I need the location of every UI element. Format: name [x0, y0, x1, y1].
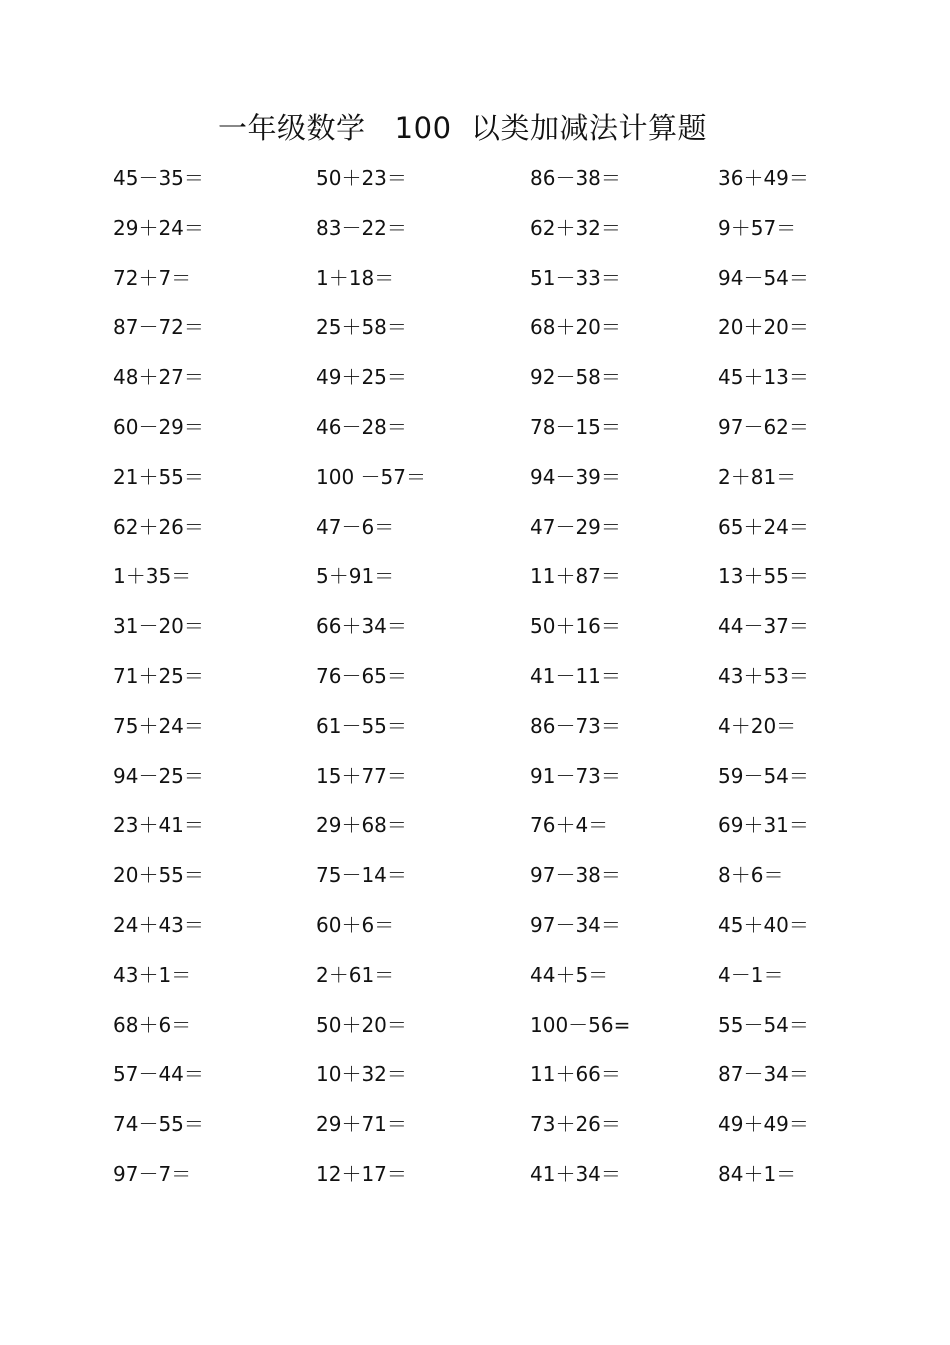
math-problem: 62＋32＝ [530, 215, 621, 240]
math-problem: 50＋16＝ [530, 614, 621, 639]
math-problem: 94－25＝ [113, 763, 204, 788]
math-problem: 2＋81＝ [718, 464, 797, 489]
math-problem: 49＋25＝ [316, 365, 407, 390]
math-problem: 10＋32＝ [316, 1062, 407, 1087]
problem-row [0, 955, 950, 1005]
problem-row [0, 855, 950, 905]
math-problem: 60－29＝ [113, 414, 204, 439]
math-problem: 47－6＝ [316, 514, 395, 539]
math-problem: 65＋24＝ [718, 514, 809, 539]
math-problem: 60＋6＝ [316, 912, 395, 937]
math-problem: 47－29＝ [530, 514, 621, 539]
math-problem: 21＋55＝ [113, 464, 204, 489]
math-problem: 55－54＝ [718, 1012, 809, 1037]
math-problem: 11＋87＝ [530, 564, 621, 589]
math-problem: 49＋49＝ [718, 1112, 809, 1137]
math-problem: 62＋26＝ [113, 514, 204, 539]
math-problem: 41－11＝ [530, 663, 621, 688]
problem-row [0, 1154, 950, 1204]
math-problem: 78－15＝ [530, 414, 621, 439]
math-problem: 20＋20＝ [718, 315, 809, 340]
problem-row [0, 706, 950, 756]
math-problem: 71＋25＝ [113, 663, 204, 688]
problem-row [0, 307, 950, 357]
problem-row [0, 1054, 950, 1104]
math-problem: 1＋35＝ [113, 564, 192, 589]
math-problem: 41＋34＝ [530, 1161, 621, 1186]
math-problem: 76＋4＝ [530, 813, 609, 838]
math-problem: 45＋40＝ [718, 912, 809, 937]
math-problem: 75－14＝ [316, 863, 407, 888]
math-problem: 13＋55＝ [718, 564, 809, 589]
problem-row [0, 756, 950, 806]
math-problem: 48＋27＝ [113, 365, 204, 390]
math-problem: 15＋77＝ [316, 763, 407, 788]
math-problem: 29＋68＝ [316, 813, 407, 838]
math-problem: 43＋53＝ [718, 663, 809, 688]
math-problem: 4＋20＝ [718, 713, 797, 738]
math-problem: 100－56= [530, 1012, 631, 1037]
problem-row [0, 507, 950, 557]
math-problem: 4－1＝ [718, 962, 784, 987]
problem-row [0, 407, 950, 457]
problem-row [0, 606, 950, 656]
math-problem: 29＋24＝ [113, 215, 204, 240]
math-problem: 46－28＝ [316, 414, 407, 439]
math-problem: 97－34＝ [530, 912, 621, 937]
problem-row [0, 905, 950, 955]
problem-row [0, 208, 950, 258]
problem-row [0, 556, 950, 606]
math-problem: 97－62＝ [718, 414, 809, 439]
problem-row [0, 258, 950, 308]
math-problem: 76－65＝ [316, 663, 407, 688]
math-problem: 66＋34＝ [316, 614, 407, 639]
math-problem: 2＋61＝ [316, 962, 395, 987]
math-problem: 50＋23＝ [316, 166, 407, 190]
problem-row [0, 1104, 950, 1154]
math-problem: 45＋13＝ [718, 365, 809, 390]
math-problem: 31－20＝ [113, 614, 204, 639]
problem-row [0, 457, 950, 507]
math-problem: 87－34＝ [718, 1062, 809, 1087]
math-problem: 94－54＝ [718, 265, 809, 290]
math-problem: 29＋71＝ [316, 1112, 407, 1137]
math-problem: 73＋26＝ [530, 1112, 621, 1137]
math-problem: 75＋24＝ [113, 713, 204, 738]
math-problem: 11＋66＝ [530, 1062, 621, 1087]
math-problem: 97－7＝ [113, 1161, 192, 1186]
problem-row [0, 1005, 950, 1055]
math-problem: 23＋41＝ [113, 813, 204, 838]
math-problem: 50＋20＝ [316, 1012, 407, 1037]
math-problem: 100 －57＝ [316, 464, 426, 489]
math-problem: 25＋58＝ [316, 315, 407, 340]
math-problem: 8＋6＝ [718, 863, 784, 888]
math-problem: 20＋55＝ [113, 863, 204, 888]
math-problem: 9＋57＝ [718, 215, 797, 240]
problem-row [0, 805, 950, 855]
math-problem: 97－38＝ [530, 863, 621, 888]
math-problem: 86－73＝ [530, 713, 621, 738]
math-problem: 86－38＝ [530, 166, 621, 190]
problem-grid [0, 158, 950, 1204]
math-problem: 87－72＝ [113, 315, 204, 340]
problem-row [0, 357, 950, 407]
math-problem: 44＋5＝ [530, 962, 609, 987]
math-problem: 91－73＝ [530, 763, 621, 788]
math-problem: 24＋43＝ [113, 912, 204, 937]
math-problem: 59－54＝ [718, 763, 809, 788]
math-problem: 92－58＝ [530, 365, 621, 390]
math-problem: 36＋49＝ [718, 166, 809, 190]
math-problem: 84＋1＝ [718, 1161, 797, 1186]
problem-row [0, 158, 950, 208]
page-title: 一年级数学 100 以类加减法计算题 [218, 111, 707, 145]
math-problem: 57－44＝ [113, 1062, 204, 1087]
math-problem: 68＋20＝ [530, 315, 621, 340]
math-problem: 94－39＝ [530, 464, 621, 489]
math-problem: 1＋18＝ [316, 265, 395, 290]
problem-row [0, 656, 950, 706]
math-problem: 61－55＝ [316, 713, 407, 738]
math-problem: 69＋31＝ [718, 813, 809, 838]
math-problem: 74－55＝ [113, 1112, 204, 1137]
math-problem: 72＋7＝ [113, 265, 192, 290]
math-problem: 43＋1＝ [113, 962, 192, 987]
math-problem: 51－33＝ [530, 265, 621, 290]
math-problem: 68＋6＝ [113, 1012, 192, 1037]
math-problem: 12＋17＝ [316, 1161, 407, 1186]
math-problem: 45－35＝ [113, 166, 204, 190]
math-problem: 5＋91＝ [316, 564, 395, 589]
math-problem: 83－22＝ [316, 215, 407, 240]
math-problem: 44－37＝ [718, 614, 809, 639]
